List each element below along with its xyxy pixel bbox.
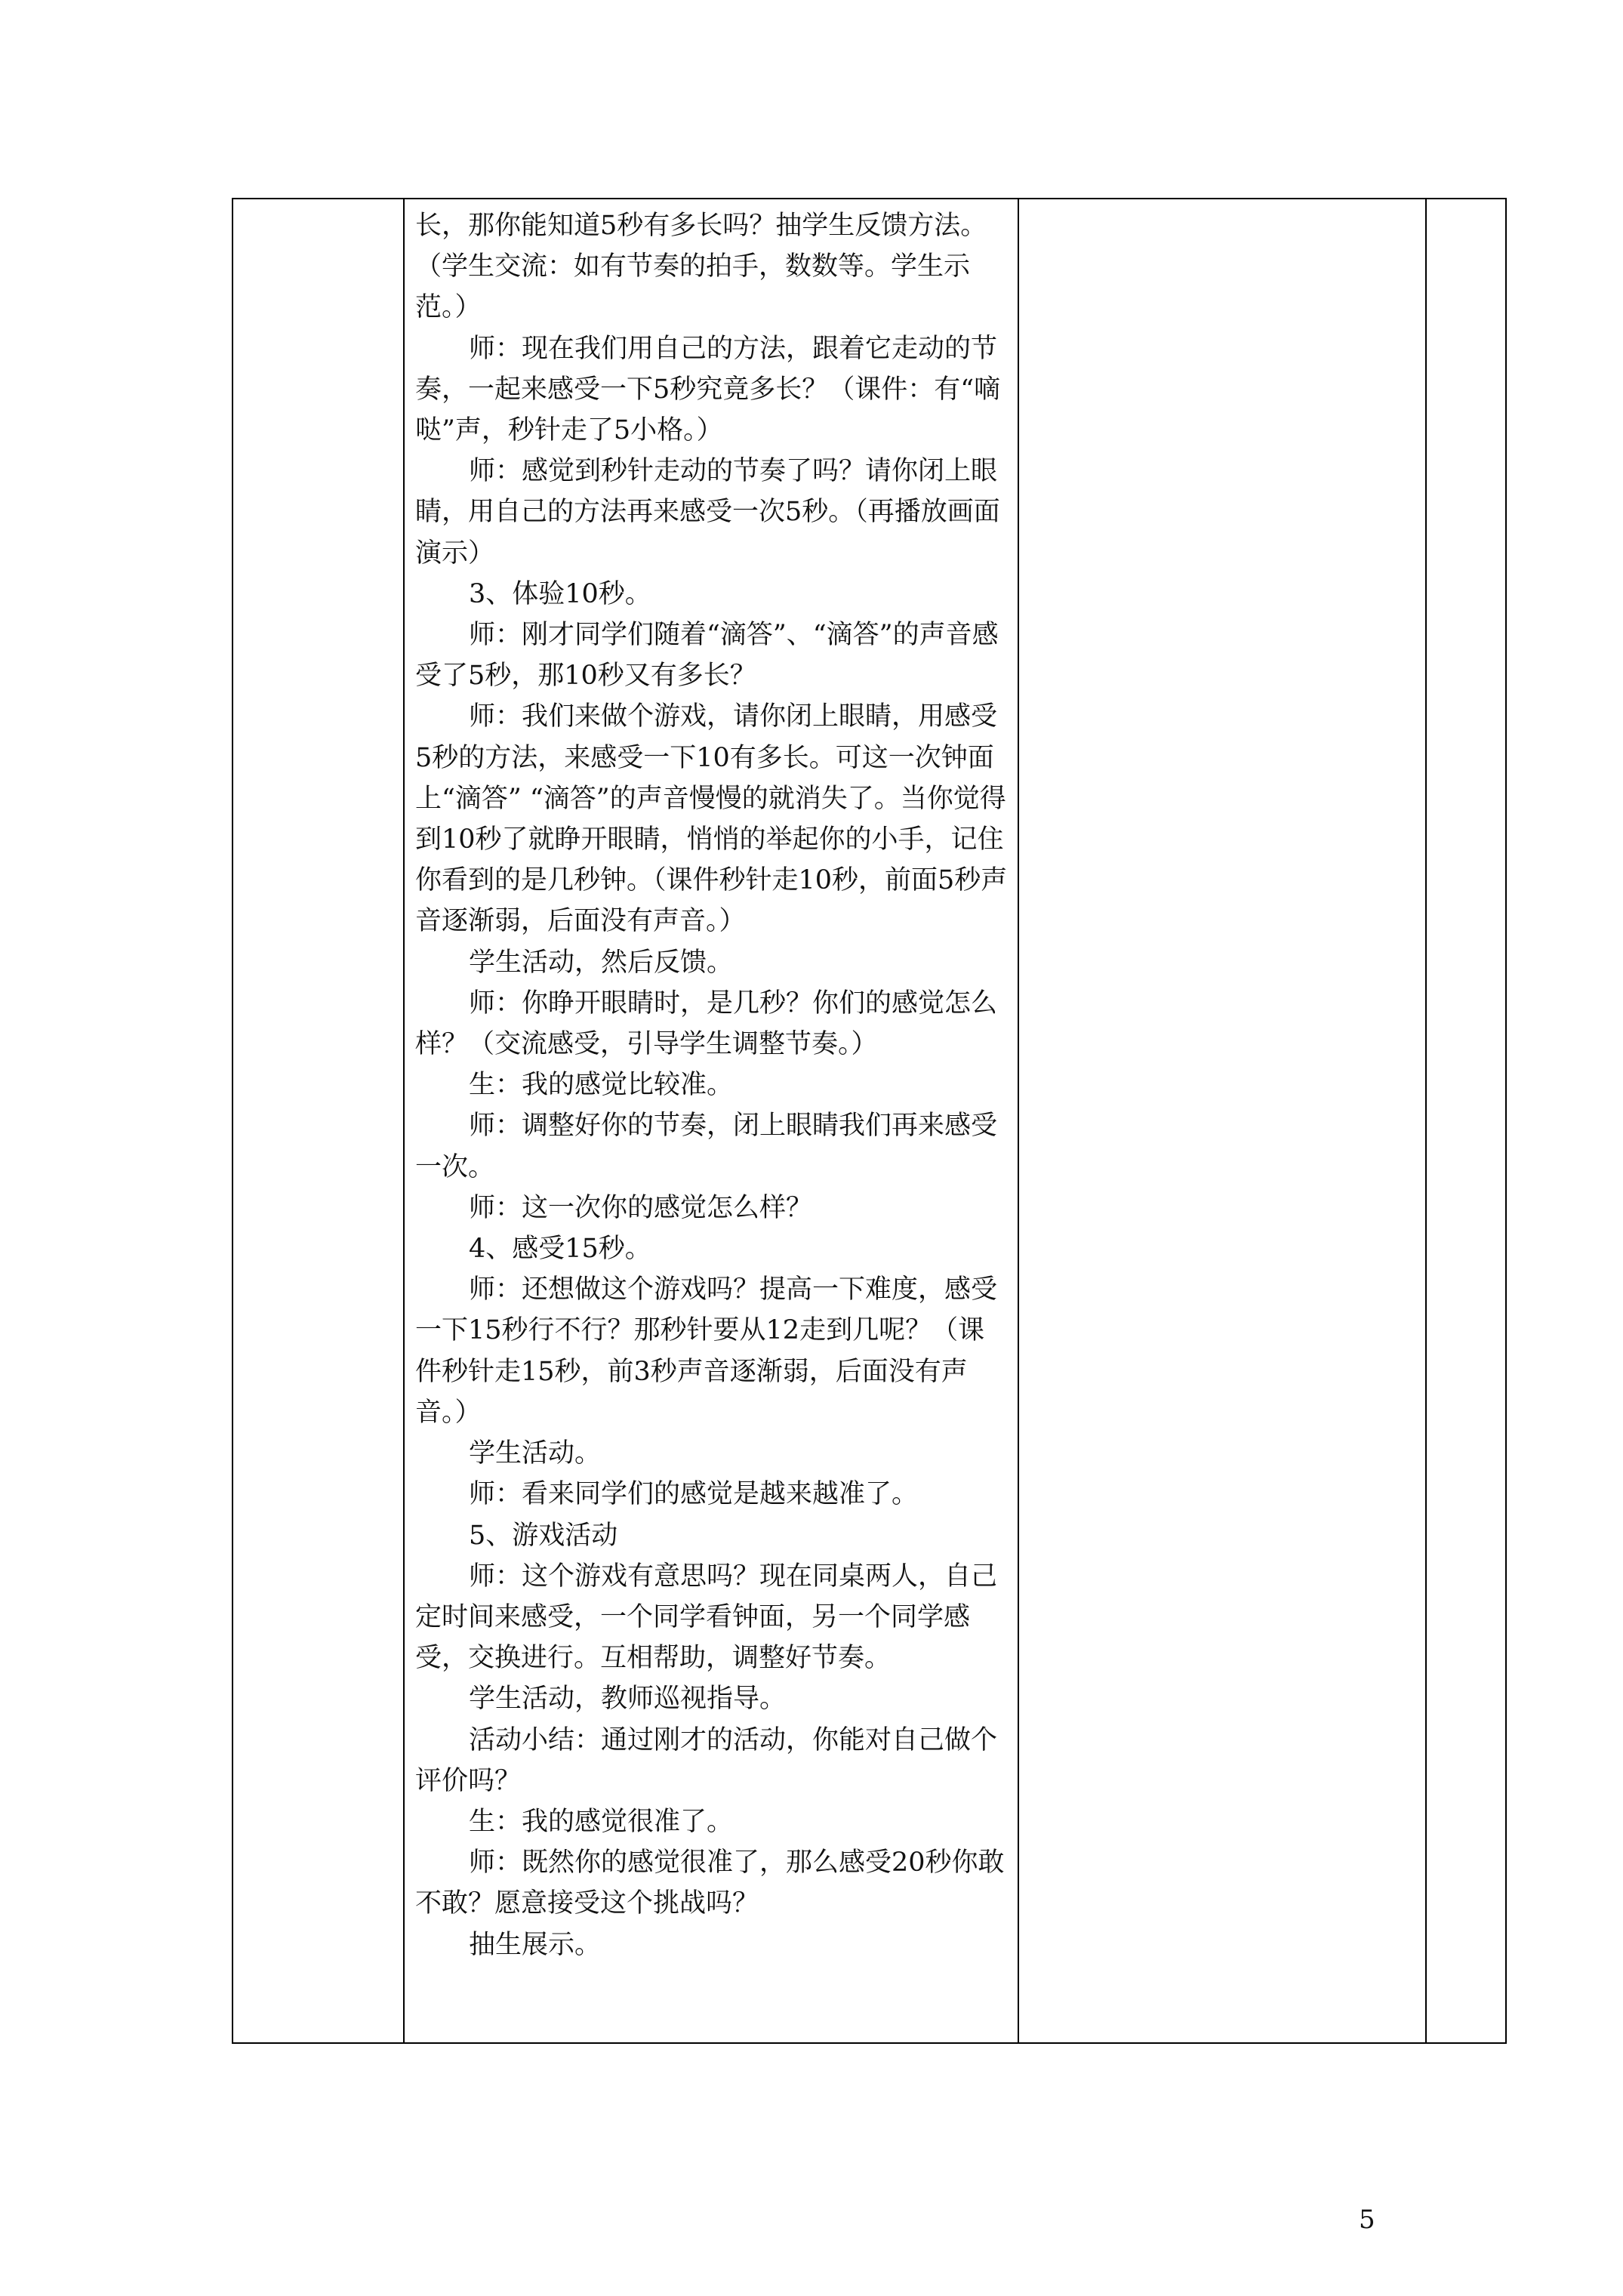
column-divider-3 xyxy=(1425,199,1427,2042)
paragraph: 师：你睁开眼睛时，是几秒？你们的感觉怎么样？（交流感受，引导学生调整节奏。） xyxy=(415,988,998,1060)
paragraph: 师：看来同学们的感觉是越来越准了。 xyxy=(469,1479,919,1510)
paragraph: 师：这一次你的感觉怎么样？ xyxy=(469,1192,813,1223)
paragraph: 学生活动，教师巡视指导。 xyxy=(469,1684,787,1715)
paragraph: 5、游戏活动 xyxy=(469,1520,618,1551)
paragraph: 师：我们来做个游戏，请你闭上眼睛，用感受5秒的方法，来感受一下10有多长。可这一次钟面上“滴答” “滴答”的声音慢慢的就消失了。当你觉得到10秒了就睁开眼睛，悄悄的举起你的小手，记住你看到的是几秒钟。（课件秒针走10秒，前面5秒声音逐渐弱，后面没有声音。） xyxy=(415,701,1008,937)
paragraph: 学生活动。 xyxy=(469,1438,602,1469)
paragraph: 生：我的感觉比较准。 xyxy=(469,1070,734,1101)
paragraph: 师：这个游戏有意思吗？现在同桌两人，自己定时间来感受，一个同学看钟面，另一个同学感受，交换进行。互相帮助，调整好节奏。 xyxy=(415,1561,998,1674)
paragraph: 3、体验10秒。 xyxy=(469,578,651,609)
paragraph: 抽生展示。 xyxy=(469,1929,602,1960)
paragraph: 师：调整好你的节奏，闭上眼睛我们再来感受一次。 xyxy=(415,1111,998,1182)
paragraph: 生：我的感觉很准了。 xyxy=(469,1806,734,1837)
paragraph: 长，那你能知道5秒有多长吗？抽学生反馈方法。（学生交流：如有节奏的拍手，数数等。学生示范。） xyxy=(415,211,987,323)
paragraph: 师：还想做这个游戏吗？提高一下难度，感受一下15秒行不行？那秒针要从12走到几呢？（课件秒针走15秒，前3秒声音逐渐弱，后面没有声音。） xyxy=(415,1274,998,1428)
paragraph: 师：现在我们用自己的方法，跟着它走动的节奏，一起来感受一下5秒究竟多长？（课件：有“嘀哒”声，秒针走了5小格。） xyxy=(415,333,1001,446)
paragraph: 活动小结：通过刚才的活动，你能对自己做个评价吗？ xyxy=(415,1724,998,1796)
paragraph: 4、感受15秒。 xyxy=(469,1234,651,1265)
paragraph: 师：刚才同学们随着“滴答”、“滴答”的声音感受了5秒，那10秒又有多长？ xyxy=(415,620,999,692)
teaching-process-cell xyxy=(405,199,1019,2042)
lesson-plan-table xyxy=(232,198,1507,2044)
page-number: 5 xyxy=(1359,2205,1375,2235)
paragraph: 师：既然你的感觉很准了，那么感受20秒你敢不敢？愿意接受这个挑战吗？ xyxy=(415,1848,1005,1919)
paragraph: 学生活动，然后反馈。 xyxy=(469,947,734,978)
paragraph: 师：感觉到秒针走动的节奏了吗？请你闭上眼睛，用自己的方法再来感受一次5秒。（再播放画面演示） xyxy=(415,456,1000,569)
